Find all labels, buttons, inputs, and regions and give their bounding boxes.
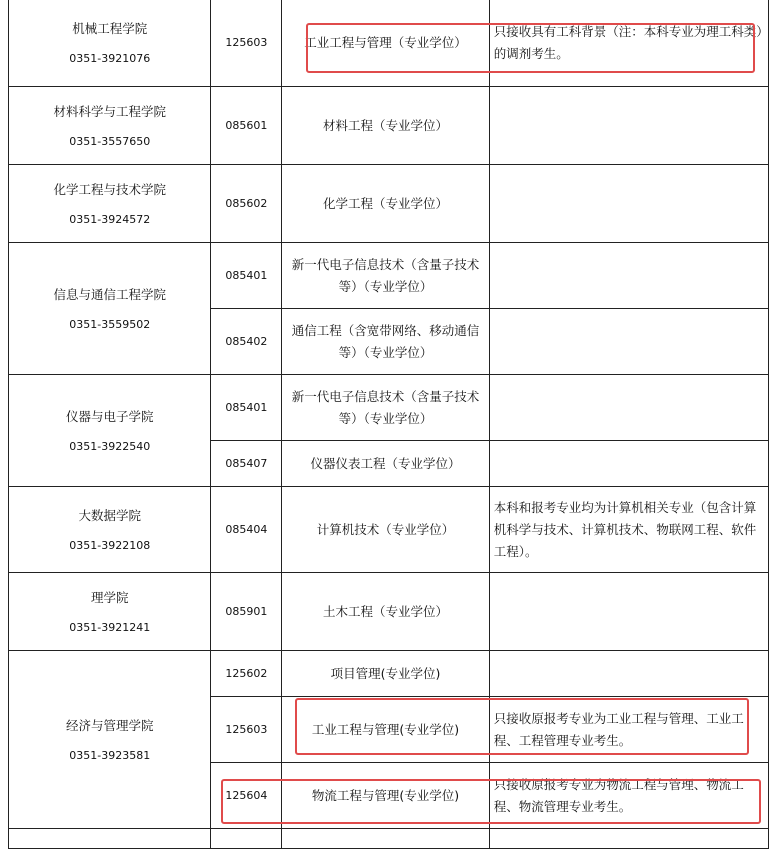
- college-cell: [9, 375, 211, 487]
- major-name: 通信工程（含宽带网络、移动通信等）（专业学位）: [282, 309, 489, 375]
- college-phone: 0351-3922108: [69, 538, 151, 552]
- college-name: 经济与管理学院: [65, 717, 154, 733]
- major-code: 125603: [211, 697, 282, 763]
- highlight-box: [306, 23, 755, 73]
- college-name: 大数据学院: [78, 507, 141, 523]
- major-name: 工业工程与管理（专业学位）: [282, 0, 489, 87]
- major-code: 085404: [211, 487, 282, 573]
- remark-cell: 只接收原报考专业为物流工程与管理、物流工程、物流管理专业考生。: [489, 763, 768, 829]
- major-code: 125603: [211, 0, 282, 87]
- college-cell: [9, 651, 211, 829]
- major-code: 085602: [211, 165, 282, 243]
- college-cell: [9, 487, 211, 573]
- college-phone: 0351-3921076: [69, 51, 151, 65]
- college-name: 机械工程学院: [72, 20, 148, 36]
- table-row: [9, 87, 769, 165]
- highlight-box: [295, 698, 749, 755]
- college-name: 理学院: [90, 589, 129, 605]
- college-cell: [9, 573, 211, 651]
- table-row: [9, 375, 769, 441]
- table-row: [9, 165, 769, 243]
- highlight-box: [221, 779, 761, 824]
- major-code: 125604: [211, 763, 282, 829]
- remark-cell: 只接收具有工科背景（注：本科专业为理工科类）的调剂考生。: [489, 0, 768, 87]
- remark-cell: [489, 651, 768, 697]
- major-code: [211, 829, 282, 849]
- major-name: 材料工程（专业学位）: [282, 87, 489, 165]
- table-row: [9, 573, 769, 651]
- college-name: 材料科学与工程学院: [53, 103, 166, 119]
- college-phone: 0351-3923581: [69, 748, 151, 762]
- college-cell: [9, 829, 211, 849]
- table-row: [9, 243, 769, 309]
- college-cell: [9, 243, 211, 375]
- major-name: [282, 829, 489, 849]
- major-code: 125602: [211, 651, 282, 697]
- remark-cell: 本科和报考专业均为计算机相关专业（包含计算机科学与技术、计算机技术、物联网工程、软件工程）。: [489, 487, 768, 573]
- remark-cell: [489, 165, 768, 243]
- college-name: 信息与通信工程学院: [53, 286, 166, 302]
- college-phone: 0351-3924572: [69, 212, 151, 226]
- remark-cell: [489, 87, 768, 165]
- remark-cell: [489, 829, 768, 849]
- college-phone: 0351-3559502: [69, 317, 151, 331]
- major-code: 085901: [211, 573, 282, 651]
- major-name: 土木工程（专业学位）: [282, 573, 489, 651]
- major-name: 计算机技术（专业学位）: [282, 487, 489, 573]
- college-phone: 0351-3557650: [69, 134, 151, 148]
- remark-cell: [489, 309, 768, 375]
- major-name: 物流工程与管理(专业学位): [282, 763, 489, 829]
- table-row: [9, 487, 769, 573]
- remark-cell: 只接收原报考专业为工业工程与管理、工业工程、工程管理专业考生。: [489, 697, 768, 763]
- table-row: [9, 651, 769, 697]
- major-code: 085401: [211, 375, 282, 441]
- major-code: 085601: [211, 87, 282, 165]
- college-name: 仪器与电子学院: [65, 408, 154, 424]
- major-name: 新一代电子信息技术（含量子技术等）（专业学位）: [282, 375, 489, 441]
- remark-cell: [489, 573, 768, 651]
- major-name: 化学工程（专业学位）: [282, 165, 489, 243]
- college-phone: 0351-3922540: [69, 439, 151, 453]
- remark-cell: [489, 243, 768, 309]
- remark-cell: [489, 441, 768, 487]
- remark-cell: [489, 375, 768, 441]
- major-name: 新一代电子信息技术（含量子技术等）（专业学位）: [282, 243, 489, 309]
- college-phone: 0351-3921241: [69, 620, 151, 634]
- major-name: 工业工程与管理(专业学位): [282, 697, 489, 763]
- college-cell: [9, 0, 211, 87]
- college-cell: [9, 87, 211, 165]
- major-name: 项目管理(专业学位): [282, 651, 489, 697]
- major-code: 085407: [211, 441, 282, 487]
- major-code: 085401: [211, 243, 282, 309]
- major-code: 085402: [211, 309, 282, 375]
- table-row: [9, 829, 769, 849]
- college-name: 化学工程与技术学院: [53, 181, 166, 197]
- college-cell: [9, 165, 211, 243]
- major-name: 仪器仪表工程（专业学位）: [282, 441, 489, 487]
